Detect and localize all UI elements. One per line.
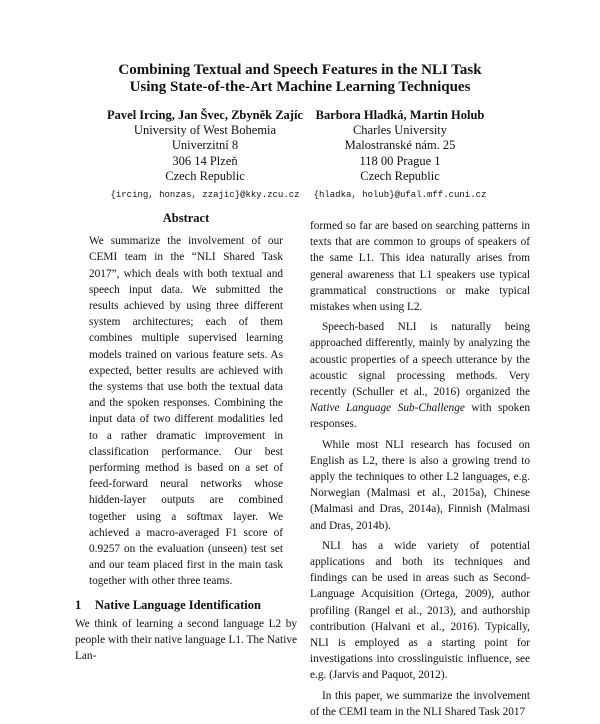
- section-heading: [75, 597, 297, 613]
- body-paragraph: In this paper, we summarize the involvement of the CEMI team in the NLI Shared Task 2017: [310, 689, 530, 718]
- author-email: {ircing, honzas, zzajic}@kky.zcu.cz: [110, 190, 300, 201]
- body-paragraph: NLI has a wide variety of potential applications and both its techniques and findings can be used in areas such as Second-Language Acquisition (Ortega, 2009), author profiling (Rangel et al., 2013), and authorship contribution (Halvani et al., 2016). Typically, NLI is employed as a starting point for investigations into crosslinguistic influence, see e.g. (Jarvis and Paquot, 2012).: [310, 539, 530, 682]
- address-city: 306 14 Plzeň: [172, 153, 238, 168]
- paragraph-text: with spoken responses.: [310, 402, 530, 431]
- body-paragraph: formed so far are based on searching patterns in texts that are common to groups of speakers of the same L1. This idea naturally arises from general awareness that L1 speakers use typical grammatical constructions or make typical mistakes when using L2.: [310, 220, 530, 314]
- author-block-right: [305, 108, 495, 203]
- body-paragraph: We think of learning a second language L2 by people with their native language L1. The Native Lan-: [75, 617, 297, 663]
- affiliation: Charles University: [352, 123, 448, 138]
- paper-title: [0, 62, 600, 96]
- paragraph-text: Speech-based NLI is naturally being approached differently, mainly by analyzing the acoustic properties of a speech utterance by the acoustic signal processing methods. Very recently (Schuller et al., 2016) organized the: [310, 321, 530, 399]
- address-street: Malostranské nám. 25: [344, 138, 456, 153]
- body-paragraph: [310, 319, 530, 432]
- author-email: {hladka, holub}@ufal.mff.cuni.cz: [313, 190, 487, 201]
- title-line-1: Combining Textual and Speech Features in the NLI Task: [118, 62, 482, 78]
- address-street: Univerzitní 8: [171, 138, 239, 153]
- title-line-2: Using State-of-the-Art Machine Learning Techniques: [129, 79, 471, 95]
- address-city: 118 00 Prague 1: [359, 153, 441, 168]
- section-title: Native Language Identification: [95, 597, 261, 612]
- author-block-left: [105, 108, 305, 203]
- address-country: Czech Republic: [360, 168, 440, 183]
- author-names: Pavel Ircing, Jan Švec, Zbyněk Zajíc: [107, 108, 303, 122]
- body-paragraph: While most NLI research has focused on English as L2, there is also a growing trend to apply the techniques to other L2 languages, e.g. Norwegian (Malmasi et al., 2015a), Chinese (Malmasi and Dras, 2014a), Finnish (Malmasi and Dras, 2014b).: [310, 438, 530, 532]
- address-country: Czech Republic: [165, 168, 245, 183]
- author-names: Barbora Hladká, Martin Holub: [315, 108, 485, 122]
- right-column: [310, 218, 530, 724]
- emphasis-text: Native Language Sub-Challenge: [310, 402, 465, 415]
- abstract-text: We summarize the involvement of our CEMI team in the “NLI Shared Task 2017”, which deals with both textual and speech input data. We submitted the results achieved by using three different system architectures; each of them combines multiple supervised learning models trained on various feature sets. As expected, better results are achieved with the systems that use both the textual data and the spoken responses. Combining the input data of two different modalities led to a rather dramatic improvement in classification performance. Our best performing method is based on a set of feed-forward neural networks whose hidden-layer outputs are combined together using a softmax layer. We achieved a macro-averaged F1 score of 0.9257 on the evaluation (unseen) test set and our team placed first in the main task together with other three teams.: [89, 235, 283, 588]
- affiliation: University of West Bohemia: [133, 123, 277, 138]
- abstract-heading: Abstract: [162, 211, 210, 225]
- section-number: 1: [75, 597, 82, 612]
